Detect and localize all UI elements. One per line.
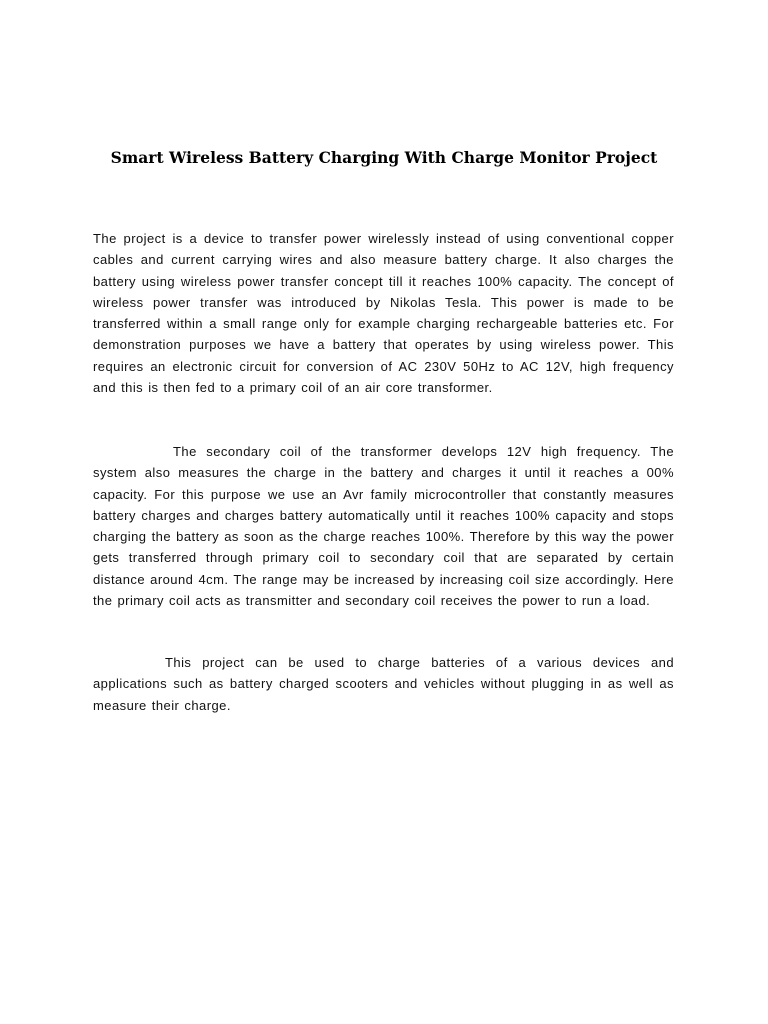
paragraph-secondary-coil: The secondary coil of the transformer develops 12V high frequency. The system also measures the charge in the battery and charges it until it reaches a 00% capacity. For this purpose we use an Avr family microcontroller that constantly measures battery charges and charges battery automatically until it reaches 100% capacity and stops charging the battery as soon as the charge reaches 100%. Therefore by this way the power gets transferred through primary coil to secondary coil that are separated by certain distance around 4cm. The range may be increased by increasing coil size accordingly. Here the primary coil acts as transmitter and secondary coil receives the power to run a load. (93, 444, 674, 609)
paragraph-intro: The project is a device to transfer power wirelessly instead of using conventional copper cables and current carrying wires and also measure battery charge. It also charges the battery using wireless power transfer concept till it reaches 100% capacity. The concept of wireless power transfer was introduced by Nikolas Tesla. This power is made to be transferred within a small range only for example charging rechargeable batteries etc. For demonstration purposes we have a battery that operates by using wireless power. This requires an electronic circuit for conversion of AC 230V 50Hz to AC 12V, high frequency and this is then fed to a primary coil of an air core transformer. (93, 231, 674, 396)
paragraph-applications: This project can be used to charge batteries of a various devices and applications such as battery charged scooters and vehicles without plugging in as well as measure their charge. (93, 655, 674, 713)
document-title: Smart Wireless Battery Charging With Charge Monitor Project (110, 148, 658, 167)
